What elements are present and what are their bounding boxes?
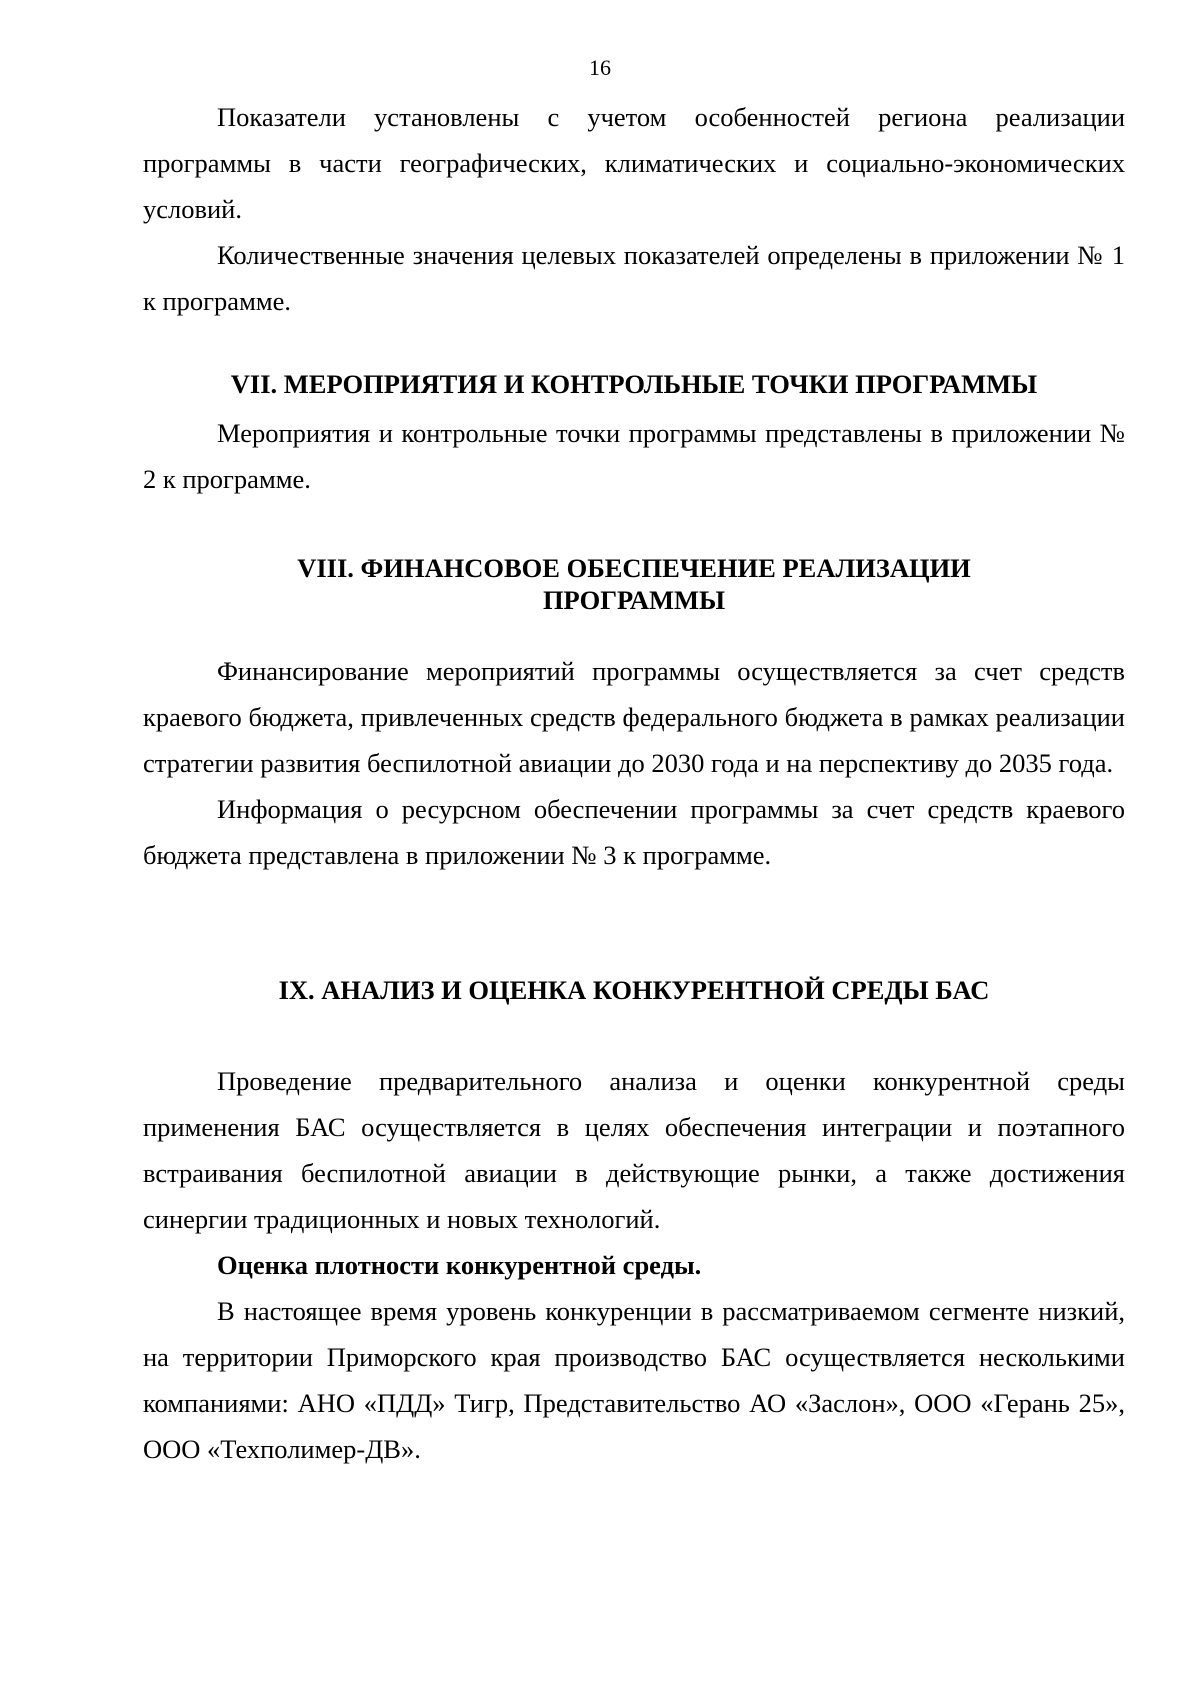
page-number: 16 [589,55,611,80]
section-8-paragraph-1: Финансирование мероприятий программы осуществляется за счет средств краевого бюджета, привлеченных средств федерального бюджета в рамках реализации стратегии развития беспилотной авиации до 2030 года и на перспективу до 2035 года. [143,656,1125,778]
section-9-body [143,1058,1125,1472]
intro-section [143,94,1125,324]
section-8-body [143,648,1125,878]
section-7-title: VII. МЕРОПРИЯТИЯ И КОНТРОЛЬНЫЕ ТОЧКИ ПРОГРАММЫ [230,369,1038,399]
section-7-paragraph-1: Мероприятия и контрольные точки программы представлены в приложении № 2 к программе. [143,418,1125,494]
section-9-paragraph-1: Проведение предварительного анализа и оценки конкурентной среды применения БАС осуществляется в целях обеспечения интеграции и поэтапного встраивания беспилотной авиации в действующие рынки, а также достижения синергии традиционных и новых технологий. [143,1066,1125,1234]
section-9-title: IX. АНАЛИЗ И ОЦЕНКА КОНКУРЕНТНОЙ СРЕДЫ БАС [278,975,990,1005]
section-8-title [143,552,1125,616]
section-9-paragraph-2: В настоящее время уровень конкуренции в рассматриваемом сегменте низкий, на территории Приморского края производство БАС осуществляется несколькими компаниями: АНО «ПДД» Тигр, Представительство АО «Заслон», ООО «Герань 25», ООО «Техполимер-ДВ». [143,1296,1125,1464]
intro-paragraph-2: Количественные значения целевых показателей определены в приложении № 1 к программе. [143,240,1125,316]
section-7-body [143,410,1125,502]
section-9-subheading: Оценка плотности конкурентной среды. [217,1250,702,1280]
section-8-title-line-1: VIII. ФИНАНСОВОЕ ОБЕСПЕЧЕНИЕ РЕАЛИЗАЦИИ [297,553,971,583]
intro-paragraph-1: Показатели установлены с учетом особенностей региона реализации программы в части географических, климатических и социально-экономических условий. [143,102,1125,224]
section-8-title-line-2: ПРОГРАММЫ [542,585,726,615]
section-8-paragraph-2: Информация о ресурсном обеспечении программы за счет средств краевого бюджета представлена в приложении № 3 к программе. [143,794,1125,870]
